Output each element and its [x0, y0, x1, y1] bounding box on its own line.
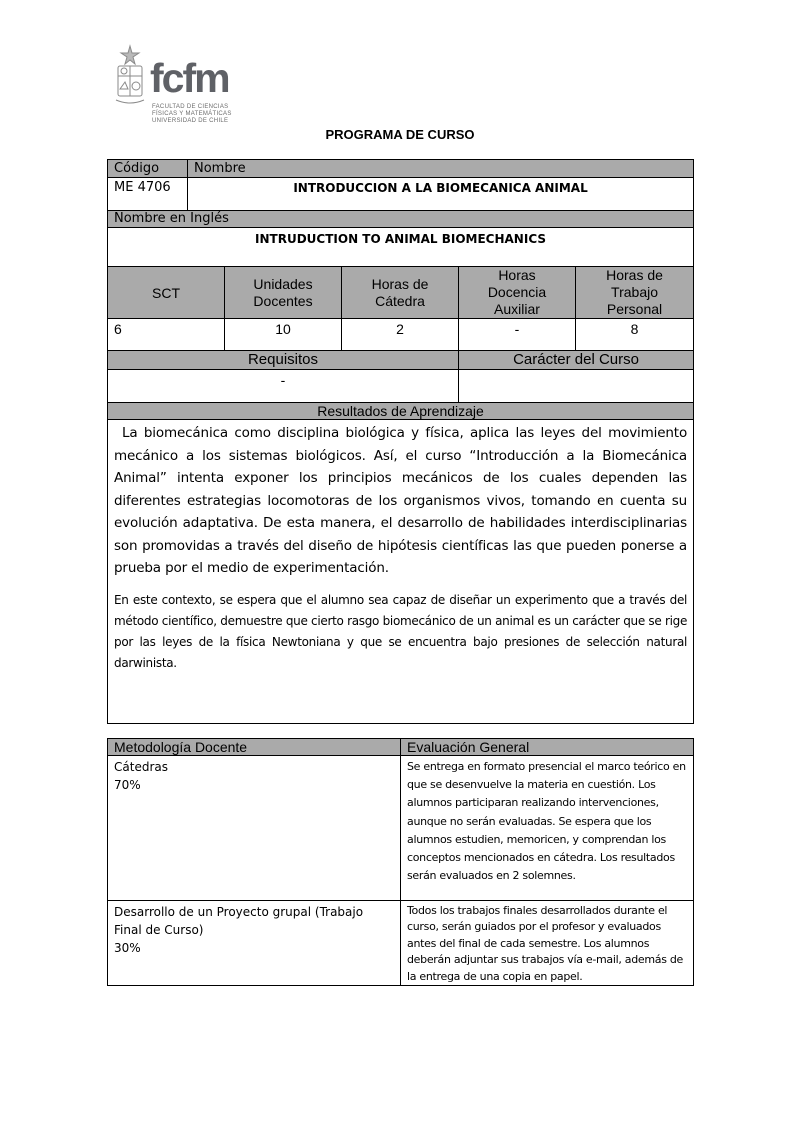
methodology-label: Metodología Docente: [108, 739, 401, 756]
hours-header-lecture: Horas de Cátedra: [342, 267, 459, 319]
course-name: INTRODUCCION A LA BIOMECANICA ANIMAL: [293, 181, 588, 195]
course-code: ME 4706: [108, 178, 188, 210]
english-name: INTRUDUCTION TO ANIMAL BIOMECHANICS: [108, 228, 694, 267]
learning-outcomes-cell: [108, 420, 694, 724]
course-program-table: [107, 159, 693, 724]
methodology-row: [108, 756, 401, 901]
page-title: PROGRAMA DE CURSO: [325, 127, 475, 142]
faculty-name: FACULTAD DE CIENCIAS FÍSICAS Y MATEMÁTICAS UNIVERSIDAD DE CHILE: [152, 104, 232, 124]
method-name: Desarrollo de un Proyecto grupal (Trabajo Final de Curso): [114, 905, 364, 937]
method-percentage: 30%: [114, 941, 141, 955]
character-label: Carácter del Curso: [459, 351, 694, 370]
hours-value-auxiliary: -: [459, 319, 576, 351]
evaluation-text: Todos los trabajos finales desarrollados durante el curso, serán guiados por el profesor y evaluados antes del final de cada semestre. Los alumnos deberán adjuntar sus trabajos vía e-mail, además de la entrega de una copia en papel.: [401, 901, 694, 986]
requirements-value: -: [108, 370, 459, 403]
methodology-row: [108, 901, 401, 986]
learning-outcomes-label: Resultados de Aprendizaje: [108, 403, 694, 420]
hours-value-units: 10: [225, 319, 342, 351]
method-percentage: 70%: [114, 778, 141, 792]
hours-header-units: Unidades Docentes: [225, 267, 342, 319]
method-name: Cátedras: [114, 760, 168, 774]
hours-value-personal: 8: [576, 319, 694, 351]
evaluation-text: Se entrega en formato presencial el marco teórico en que se desenvuelve la materia en cuestión. Los alumnos participaran realizando intervenciones, aunque no serán evaluadas. Se espera que los alumnos estudien, memoricen, y comprendan los conceptos mencionados en cátedra. Los resultados serán evaluados en 2 solemnes.: [401, 756, 694, 901]
evaluation-label: Evaluación General: [401, 739, 694, 756]
brand-text: fcfm: [150, 55, 229, 101]
learning-paragraph-1: La biomecánica como disciplina biológica y física, aplica las leyes del movimiento mecánico a los sistemas biológicos. Así, el curso “Introducción a la Biomecánica Animal” intenta exponer los principios mecánicos de los cuales dependen las diferentes estrategias locomotoras de los organismos vivos, tomando en cuenta su evolución adaptativa. De esta manera, el desarrollo de habilidades interdisciplinarias son promovidas a través del diseño de hipótesis científicas las que pueden ponerse a prueba por el medio de experimentación.: [114, 425, 688, 576]
university-seal-icon: [113, 44, 147, 106]
hours-header-sct: SCT: [108, 267, 225, 319]
character-value: [459, 370, 694, 403]
hours-value-sct: 6: [108, 319, 225, 351]
english-name-label: Nombre en Inglés: [108, 211, 694, 228]
requirements-label: Requisitos: [108, 351, 459, 370]
fcfm-logo: [113, 44, 243, 126]
code-label: Código: [108, 160, 188, 177]
hours-value-lecture: 2: [342, 319, 459, 351]
hours-header-personal: Horas de Trabajo Personal: [576, 267, 694, 319]
learning-paragraph-2: En este contexto, se espera que el alumno sea capaz de diseñar un experimento que a través del método científico, demuestre que cierto rasgo biomecánico de un animal es un carácter que se rige por las leyes de la física Newtoniana y que se encuentra bajo presiones de selección natural darwinista.: [114, 592, 688, 670]
name-label: Nombre: [194, 161, 246, 176]
hours-header-auxiliary: Horas Docencia Auxiliar: [459, 267, 576, 319]
methodology-table: [107, 738, 693, 986]
